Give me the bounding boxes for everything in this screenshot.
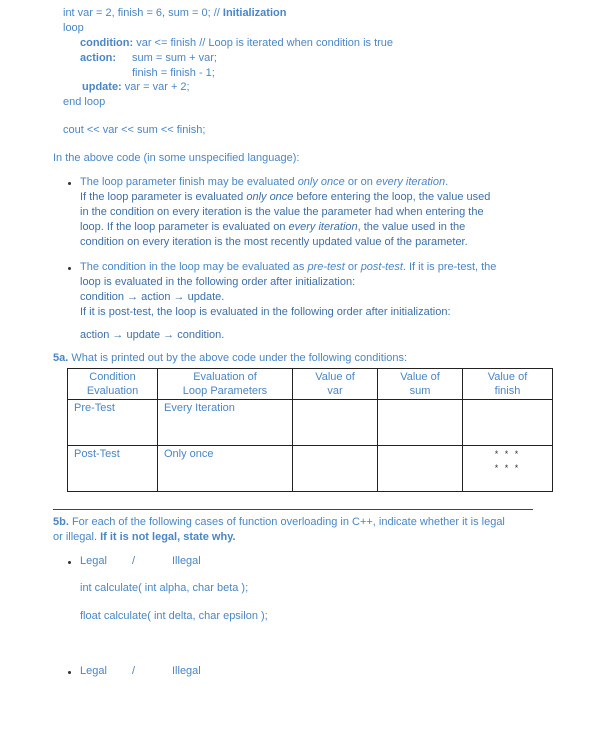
section-divider — [53, 509, 533, 510]
bullet1-line3: in the condition on every iteration is the value the parameter had when entering the — [80, 206, 484, 218]
text: loop. If the loop parameter is evaluated on — [80, 221, 289, 233]
cell-finish[interactable]: * * * * * * — [463, 446, 553, 492]
code-action-line1: sum = sum + var; — [132, 52, 217, 64]
action-label: action: — [80, 52, 117, 64]
italic-text: every iteration — [288, 221, 358, 233]
bullet1-line4 — [80, 221, 465, 234]
question-label: 5b. — [53, 516, 69, 528]
question-5a — [53, 352, 407, 365]
code-condition — [80, 37, 393, 50]
intro-text: In the above code (in some unspecified language): — [53, 152, 300, 164]
code-loop: loop — [63, 22, 84, 34]
italic-text: every iteration — [375, 176, 446, 188]
bullet1-line2 — [80, 191, 490, 204]
header-text: Evaluation — [86, 385, 139, 397]
case1-slash: / — [132, 555, 136, 567]
update-label: update: — [82, 81, 122, 93]
question-5b-line1 — [53, 516, 505, 529]
text: or — [344, 261, 361, 273]
header-value-of-finish — [463, 369, 553, 400]
bullet1-line1 — [80, 176, 448, 189]
case2-illegal-option[interactable]: Illegal — [172, 665, 201, 677]
bullet2-line5: action → update → condition. — [80, 329, 225, 341]
code-action-line2: finish = finish - 1; — [132, 67, 215, 79]
text: The condition in the loop may be evaluated as — [80, 261, 308, 273]
italic-text: only once — [246, 191, 294, 203]
case2-legal-option[interactable]: Legal — [80, 665, 107, 677]
question-text: What is printed out by the above code under the following conditions: — [68, 352, 408, 364]
header-text: Condition — [89, 371, 136, 383]
code-action — [80, 52, 116, 65]
cell-condition: Post-Test — [68, 446, 158, 492]
header-text: var — [327, 385, 343, 397]
header-value-of-var — [293, 369, 378, 400]
code-update — [82, 81, 190, 94]
cell-var[interactable] — [293, 400, 378, 446]
header-text: sum — [409, 385, 431, 397]
bullet-dot — [68, 671, 71, 674]
question-text: or illegal. — [53, 531, 101, 543]
case1-legal-option[interactable]: Legal — [80, 555, 107, 567]
cell-var[interactable] — [293, 446, 378, 492]
bullet2-line4: If it is post-test, the loop is evaluated in the following order after initialization: — [80, 306, 451, 318]
italic-text: post-test — [360, 261, 403, 273]
italic-text: only once — [297, 176, 345, 188]
table-row — [68, 446, 553, 492]
text: before entering the loop, the value used — [293, 191, 491, 203]
code-end-loop: end loop — [63, 96, 106, 108]
cell-evaluation: Every Iteration — [158, 400, 293, 446]
cell-condition: Pre-Test — [68, 400, 158, 446]
bullet2-line1 — [80, 261, 496, 274]
update-text: var = var + 2; — [121, 81, 190, 93]
cell-evaluation: Only once — [158, 446, 293, 492]
text: If the loop parameter is evaluated — [80, 191, 247, 203]
question-5b-line2 — [53, 531, 236, 544]
header-text: Evaluation of — [193, 371, 257, 383]
cell-finish[interactable] — [463, 400, 553, 446]
code-line-initialization — [63, 7, 286, 20]
header-text: Value of — [315, 371, 355, 383]
bullet-dot — [68, 561, 71, 564]
code-bold-text: Initialization — [222, 7, 287, 19]
case1-illegal-option[interactable]: Illegal — [172, 555, 201, 567]
header-text: Loop Parameters — [182, 385, 268, 397]
header-text: finish — [494, 385, 521, 397]
question-bold-text: If it is not legal, state why. — [100, 531, 236, 543]
table-row — [68, 400, 553, 446]
bullet-dot — [68, 267, 71, 270]
header-condition-evaluation — [68, 369, 158, 400]
cell-sum[interactable] — [378, 400, 463, 446]
text: . If it is pre-test, the — [402, 261, 497, 273]
question-label: 5a. — [53, 352, 69, 364]
text: . — [445, 176, 449, 188]
code-text: int var = 2, finish = 6, sum = 0; // — [63, 7, 223, 19]
case2-slash: / — [132, 665, 136, 677]
bullet2-line2: loop is evaluated in the following order after initialization: — [80, 276, 356, 288]
case1-function2: float calculate( int delta, char epsilon ); — [80, 610, 268, 622]
header-evaluation-of-loop-parameters — [158, 369, 293, 400]
bullet2-line3: condition → action → update. — [80, 291, 225, 303]
text: The loop parameter finish may be evaluated — [80, 176, 298, 188]
header-value-of-sum — [378, 369, 463, 400]
answer-table — [67, 368, 553, 492]
header-text: Value of — [487, 371, 528, 383]
condition-text: var <= finish // Loop is iterated when condition is true — [133, 37, 394, 49]
question-text: For each of the following cases of function overloading in C++, indicate whether it is legal — [68, 516, 505, 528]
italic-text: pre-test — [307, 261, 345, 273]
condition-label: condition: — [80, 37, 134, 49]
text: or on — [344, 176, 376, 188]
table-header-row — [68, 369, 553, 400]
code-cout: cout << var << sum << finish; — [63, 124, 206, 136]
bullet1-line5: condition on every iteration is the most recently updated value of the parameter. — [80, 236, 468, 248]
bullet-dot — [68, 182, 71, 185]
text: , the value used in the — [357, 221, 466, 233]
cell-sum[interactable] — [378, 446, 463, 492]
case1-function1: int calculate( int alpha, char beta ); — [80, 582, 249, 594]
header-text: Value of — [400, 371, 440, 383]
